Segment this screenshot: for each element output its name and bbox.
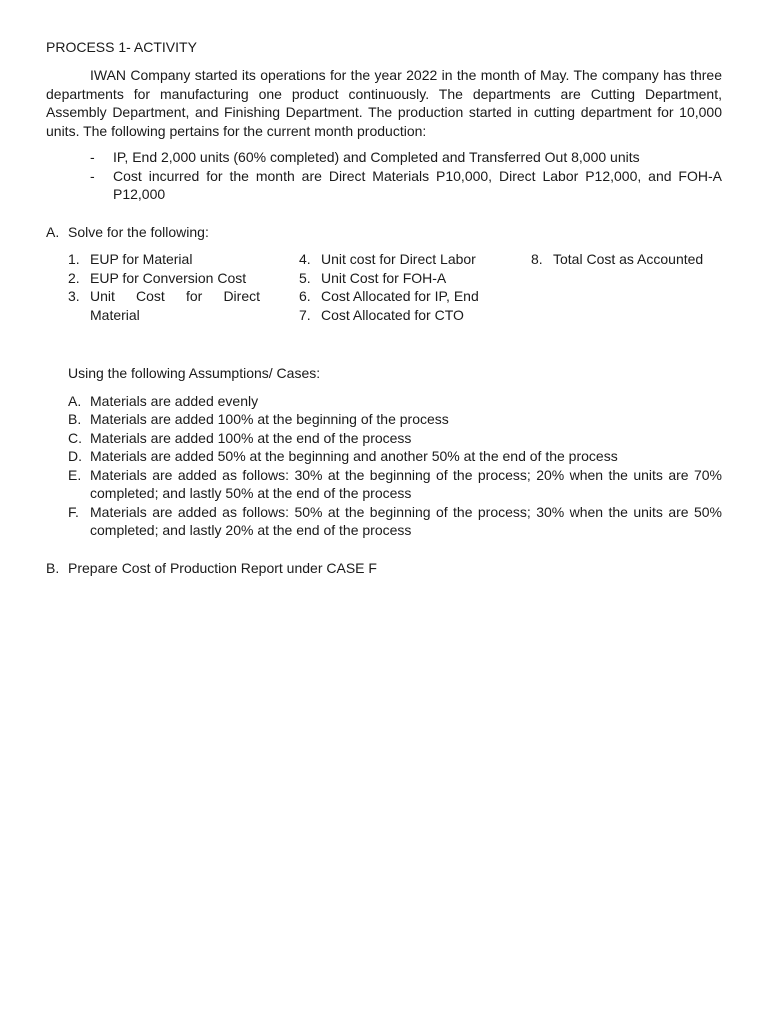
task-text: EUP for Material — [90, 251, 193, 267]
case-letter: A. — [68, 392, 82, 409]
case-item — [46, 466, 722, 503]
assumptions-intro: Using the following Assumptions/ Cases: — [68, 365, 321, 381]
task-number: 1. — [68, 251, 80, 267]
task-text: Unit Cost for FOH-A — [321, 269, 447, 286]
dash-bullet: - — [90, 149, 95, 165]
case-text: Materials are added as follows: 30% at the beginning of the process; 20% when the units are 70% completed; and lastly 50% at the end of the process — [90, 466, 722, 501]
list-item-text: Cost incurred for the month are Direct Materials P10,000, Direct Labor P12,000, and FOH-A P12,000 — [113, 167, 722, 202]
task-text: Unit cost for Direct Labor — [321, 251, 476, 267]
task-item — [299, 269, 499, 288]
task-text: Cost Allocated for IP, End — [321, 288, 479, 304]
task-text: EUP for Conversion Cost — [90, 269, 247, 286]
task-number: 2. — [68, 269, 80, 286]
section-title: Solve for the following: — [68, 223, 209, 240]
case-letter: E. — [68, 466, 82, 483]
section-title: Prepare Cost of Production Report under CASE F — [68, 559, 377, 576]
task-item — [299, 287, 499, 306]
tasks-list — [46, 250, 722, 328]
task-item — [531, 250, 731, 269]
task-number: 3. — [68, 288, 80, 304]
dash-bullet: - — [90, 167, 95, 184]
case-text: Materials are added 100% at the end of the process — [90, 429, 412, 446]
case-item — [46, 429, 722, 448]
tasks-column-2 — [299, 250, 499, 324]
list-item — [46, 148, 722, 167]
facts-list — [46, 148, 722, 204]
section-a-heading — [46, 223, 722, 242]
task-item — [299, 250, 499, 269]
tasks-column-3 — [531, 250, 731, 269]
task-number: 7. — [299, 306, 311, 323]
case-item — [46, 447, 722, 466]
case-letter: F. — [68, 503, 79, 520]
task-item — [68, 287, 260, 324]
tasks-column-1 — [68, 250, 260, 324]
case-letter: B. — [68, 411, 82, 427]
task-item — [68, 269, 260, 288]
case-item — [46, 503, 722, 540]
case-text: Materials are added evenly — [90, 392, 259, 409]
cases-list — [46, 392, 722, 540]
case-item — [46, 392, 722, 411]
task-number: 5. — [299, 269, 311, 286]
task-number: 8. — [531, 251, 543, 267]
intro-paragraph: IWAN Company started its operations for the year 2022 in the month of May. The company has three departments for manufacturing one product continuously. The departments are Cutting Department, Assembly Department, and Finishing Department. The production started in cutting department for 10,000 units. The following pertains for the current month production: — [46, 67, 722, 139]
list-item-text: IP, End 2,000 units (60% completed) and Completed and Transferred Out 8,000 units — [113, 149, 640, 165]
case-text: Materials are added as follows: 50% at the beginning of the process; 30% when the units are 50% completed; and lastly 20% at the end of the process — [90, 503, 722, 538]
task-item — [299, 306, 499, 325]
case-letter: D. — [68, 448, 82, 464]
task-number: 4. — [299, 251, 311, 267]
section-letter: A. — [46, 223, 60, 240]
case-letter: C. — [68, 429, 82, 446]
case-text: Materials are added 50% at the beginning and another 50% at the end of the process — [90, 448, 618, 464]
task-item — [68, 250, 260, 269]
case-item — [46, 410, 722, 429]
section-letter: B. — [46, 559, 60, 576]
section-b-heading — [46, 559, 722, 578]
task-text: Total Cost as Accounted — [553, 251, 704, 267]
case-text: Materials are added 100% at the beginning of the process — [90, 411, 449, 427]
task-text: Unit Cost for Direct Material — [90, 288, 260, 323]
task-text: Cost Allocated for CTO — [321, 306, 464, 323]
document-heading: PROCESS 1- ACTIVITY — [46, 39, 197, 55]
task-number: 6. — [299, 288, 311, 304]
list-item — [46, 167, 722, 204]
document-page — [46, 38, 722, 577]
